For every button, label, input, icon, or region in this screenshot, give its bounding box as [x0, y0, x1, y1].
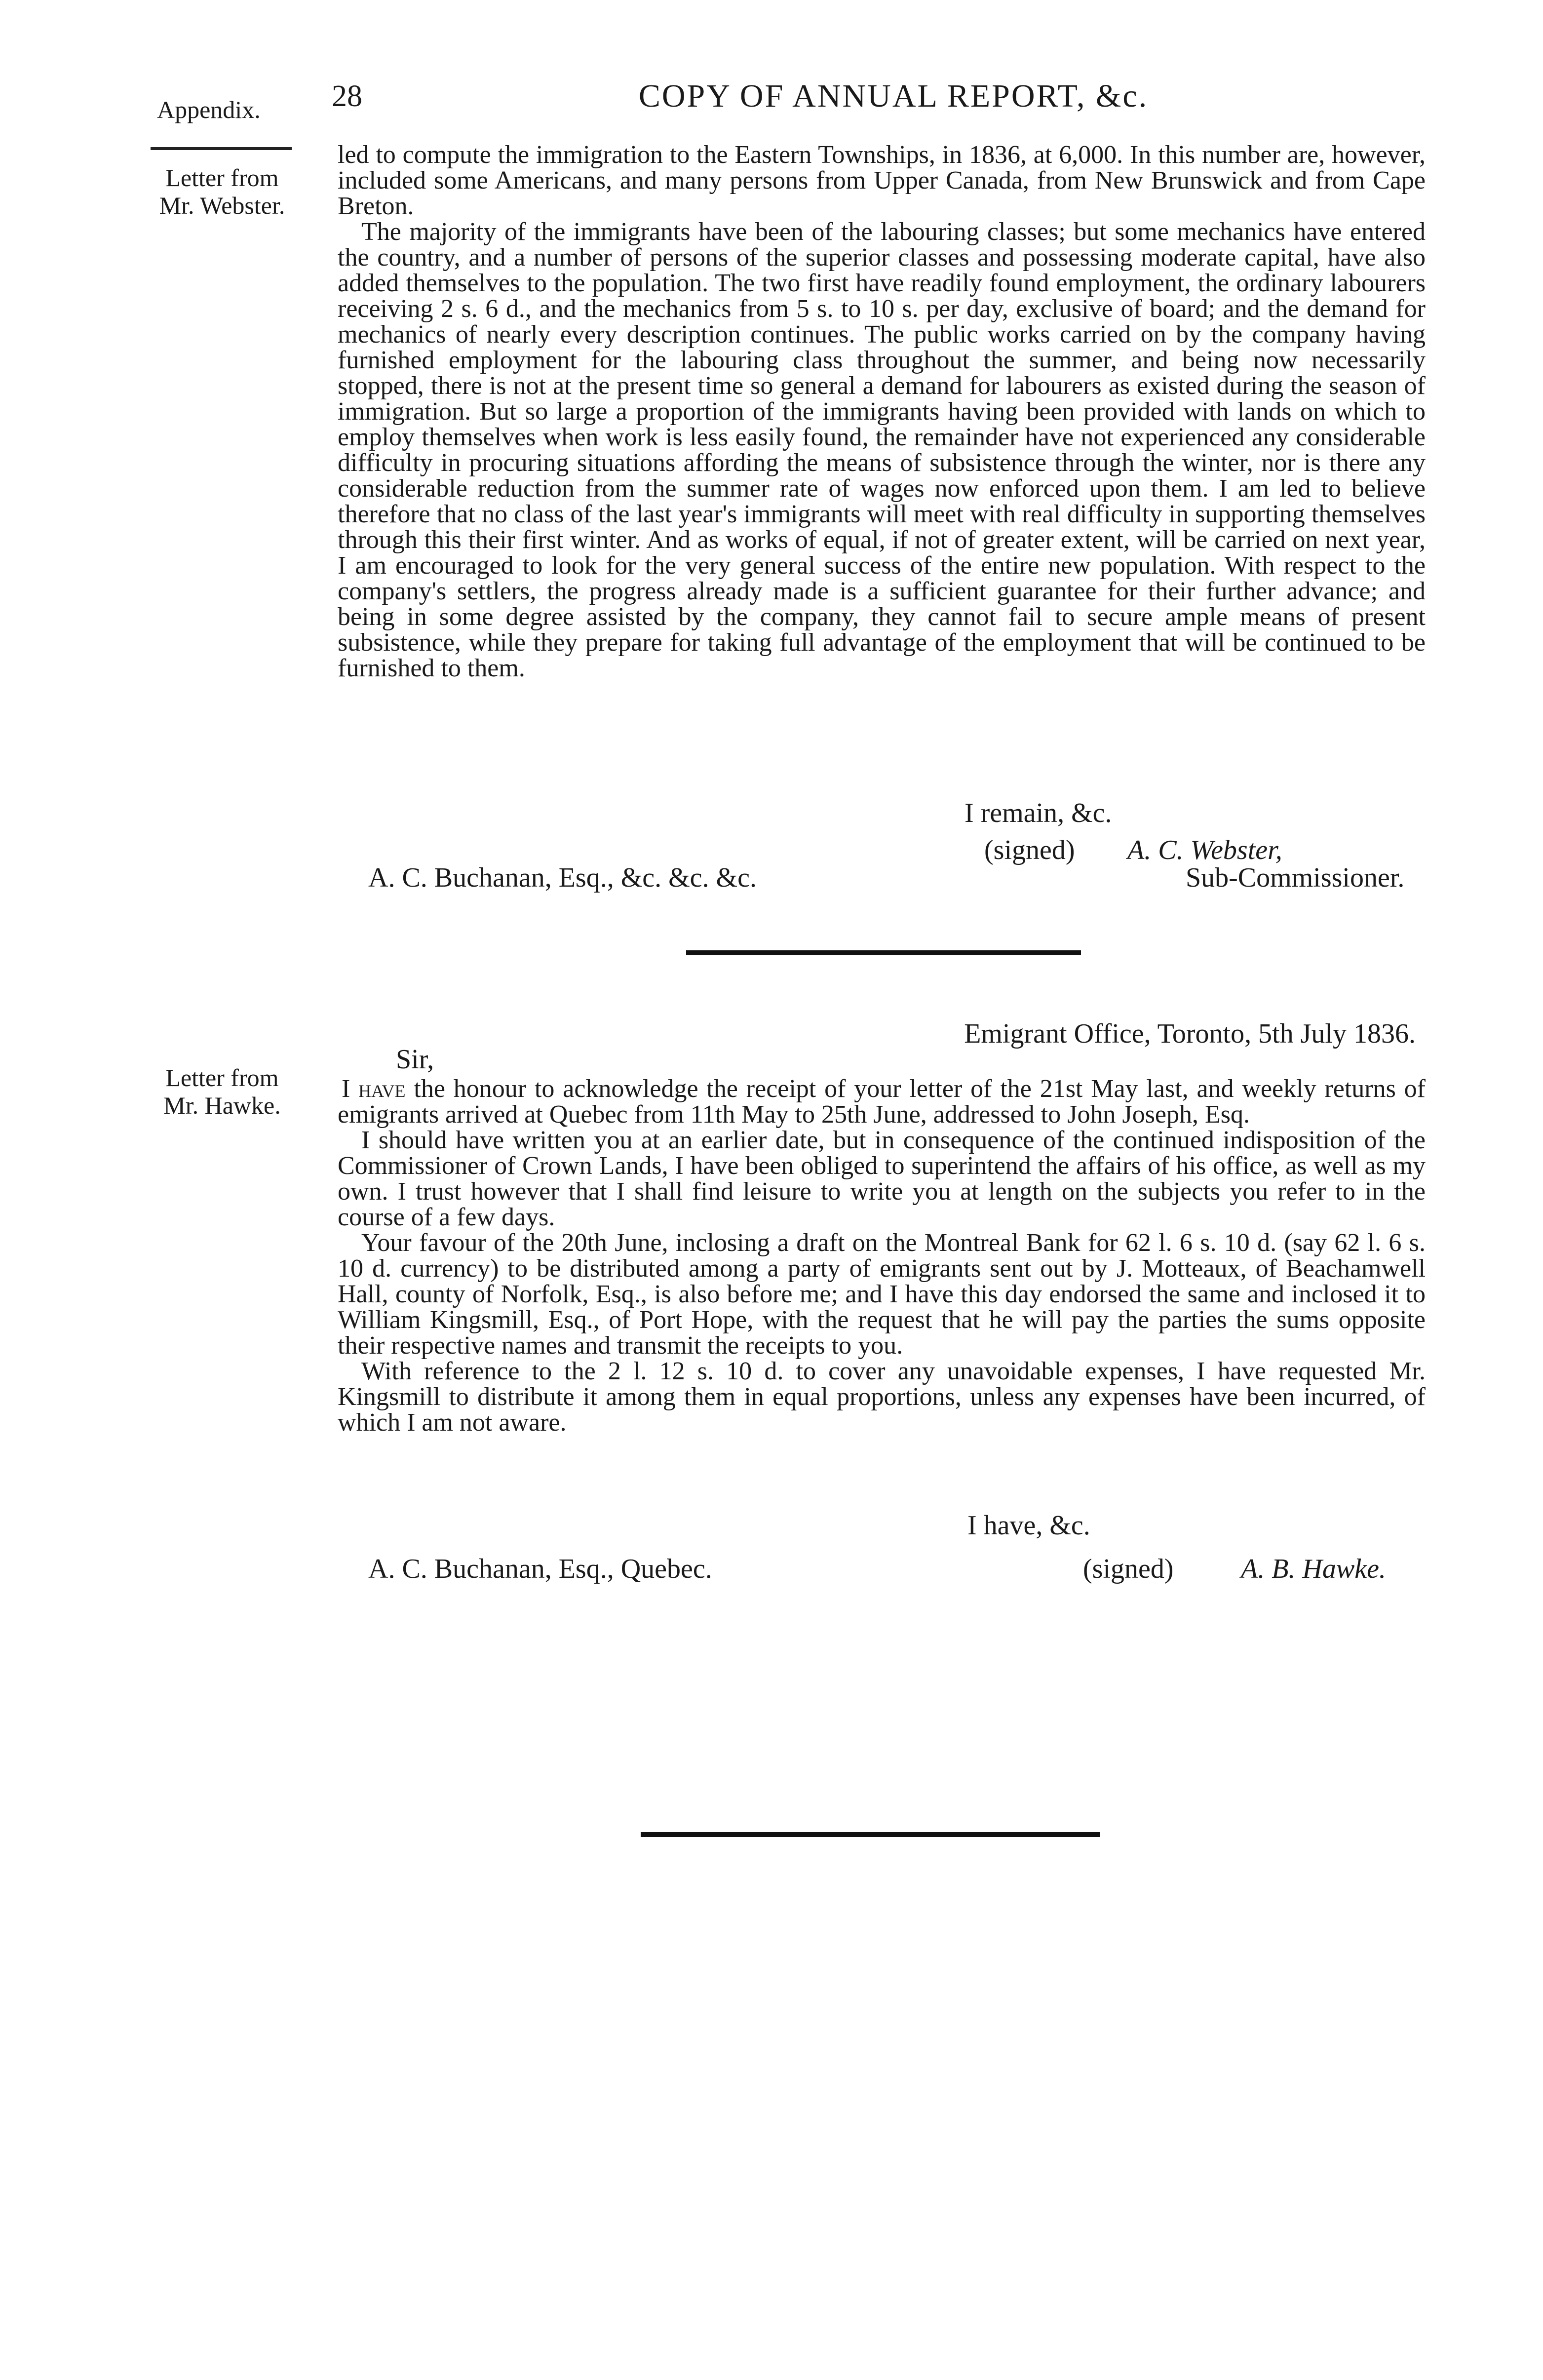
hawke-letter-body: [338, 1076, 1426, 1436]
hawke-p3-a: Your favour of the 20th June, inclosing a draft on the Montreal Bank for: [361, 1229, 1125, 1257]
webster-p2-rest: per day, exclusive of board; and the demand for mechanics of nearly every description continues. The public works carried on by the company having furnished employment for the labouring class throughout the summer, and being now necessarily stopped, there is not at the present time so general a demand for labourers as existed during the season of immigration. But so large a proportion of the immigrants having been provided with lands on which to employ themselves when work is less easily found, the remainder have not experienced any considerable difficulty in procuring situations affording the means of subsistence through the winter, nor is there any considerable reduction from the summer rate of wages now enforced upon them. I am led to believe therefore that no class of the last year's immigrants will meet with real difficulty in supporting themselves through this their first winter. And as works of equal, if not of greater extent, will be carried on next year, I am encouraged to look for the very general success of the entire new population. With respect to the company's settlers, the progress already made is a sufficient guarantee for their further advance; and being in some degree assisted by the company, they cannot fail to secure ample means of present subsistence, while they prepare for taking full advantage of the employment that will be continued to be furnished to them.: [338, 295, 1426, 682]
webster-p2-before-wage1: The majority of the immigrants have been of the labouring classes; but some mechanics have entered the country, and a number of persons of the superior classes and possessing moderate capital, have also added themselves to the population. The two first have readily found employment, the ordinary labourers receiving: [338, 218, 1426, 323]
hawke-paragraph-1: [338, 1076, 1426, 1128]
hawke-signature-row: [338, 1553, 1426, 1585]
hawke-p3-c: currency) to be distributed among a party of emigrants sent out by J. Motteaux, of Beachamwell Hall, county of Norfolk, Esq., is also before me; and I have this day endorsed the same and inclosed it to William Kingsmill, Esq., of Port Hope, with the request that he will pay the parties the sums opposite their respective names and transmit the receipts to you.: [338, 1254, 1426, 1360]
hawke-p3-b: (say: [1276, 1229, 1335, 1257]
margin-note-hawke: [148, 1064, 296, 1119]
hawke-opening-words: I have: [342, 1075, 406, 1103]
hawke-signed: (signed): [1083, 1554, 1174, 1584]
hawke-addressee: A. C. Buchanan, Esq., Quebec.: [368, 1554, 712, 1584]
amount-currency: 62 l. 6 s. 10 d.: [338, 1229, 1426, 1283]
hawke-p4-a: With reference to the: [361, 1357, 608, 1385]
webster-closing: I remain, &c.: [964, 798, 1112, 828]
hawke-paragraph-2: I should have written you at an earlier date, but in consequence of the continued indisposition of the Commissioner of Crown Lands, I have been obliged to superintend the affairs of his office, as well as my own. I trust however that I shall find leisure to write you at length on the subjects you refer to in the course of a few days.: [338, 1126, 1426, 1231]
wage-labourers: 2 s. 6 d.: [440, 295, 525, 323]
webster-signature: A. C. Webster,: [1127, 835, 1282, 865]
hawke-signature: A. B. Hawke.: [1241, 1554, 1386, 1584]
webster-signature-title: Sub-Commissioner.: [1186, 862, 1405, 893]
hawke-dateline: Emigrant Office, Toronto, 5th July 1836.: [964, 1018, 1416, 1049]
webster-closing-row: [338, 797, 1426, 829]
margin-note-webster-line1: Letter from: [165, 164, 279, 192]
hawke-salutation-row: [338, 1044, 1426, 1075]
hawke-salutation: Sir,: [396, 1044, 434, 1075]
wage-mechanics-high: 10 s.: [868, 295, 919, 323]
amount-expenses: 2 l. 12 s. 10 d.: [608, 1357, 784, 1385]
hawke-closing: I have, &c.: [967, 1510, 1090, 1541]
margin-note-hawke-line1: Letter from: [165, 1064, 279, 1092]
margin-note-hawke-line2: Mr. Hawke.: [163, 1092, 281, 1119]
webster-paragraph-2: [338, 219, 1426, 681]
amount-draft: 62 l. 6 s. 10 d.: [1125, 1229, 1277, 1257]
webster-addressee: A. C. Buchanan, Esq., &c. &c. &c.: [368, 862, 757, 893]
webster-paragraph-1: led to compute the immigration to the Eastern Townships, in 1836, at 6,000. In this number are, however, included some Americans, and many persons from Upper Canada, from New Brunswick and from Cape Breton.: [338, 141, 1426, 220]
page-number: 28: [332, 79, 362, 113]
closing-rule: [641, 1832, 1100, 1837]
appendix-label: Appendix.: [157, 96, 261, 123]
webster-letter-body: [338, 142, 1426, 681]
webster-p2-between: , and the mechanics from: [525, 295, 797, 323]
appendix-rule: [151, 147, 292, 150]
margin-note-webster-line2: Mr. Webster.: [159, 192, 285, 219]
hawke-paragraph-4: [338, 1359, 1426, 1436]
hawke-p1-rest: the honour to acknowledge the receipt of your letter of the 21st May last, and weekly returns of emigrants arrived at Quebec from 11th May to 25th June, addressed to John Joseph, Esq.: [338, 1075, 1426, 1129]
hawke-closing-row: [338, 1510, 1426, 1541]
webster-signature-row: [338, 834, 1426, 866]
webster-signed: (signed): [984, 835, 1075, 865]
wage-mechanics-low: 5 s.: [796, 295, 834, 323]
webster-p2-to: to: [833, 295, 869, 323]
webster-address-row: [338, 862, 1426, 894]
hawke-p4-b: to cover any unavoidable expenses, I have requested Mr. Kingsmill to distribute it among them in equal proportions, unless any expenses have been incurred, of which I am not aware.: [338, 1357, 1426, 1437]
running-title: COPY OF ANNUAL REPORT, &c.: [638, 78, 1149, 114]
section-divider-rule: [686, 950, 1081, 955]
margin-note-webster: [148, 164, 296, 219]
hawke-paragraph-3: [338, 1230, 1426, 1359]
